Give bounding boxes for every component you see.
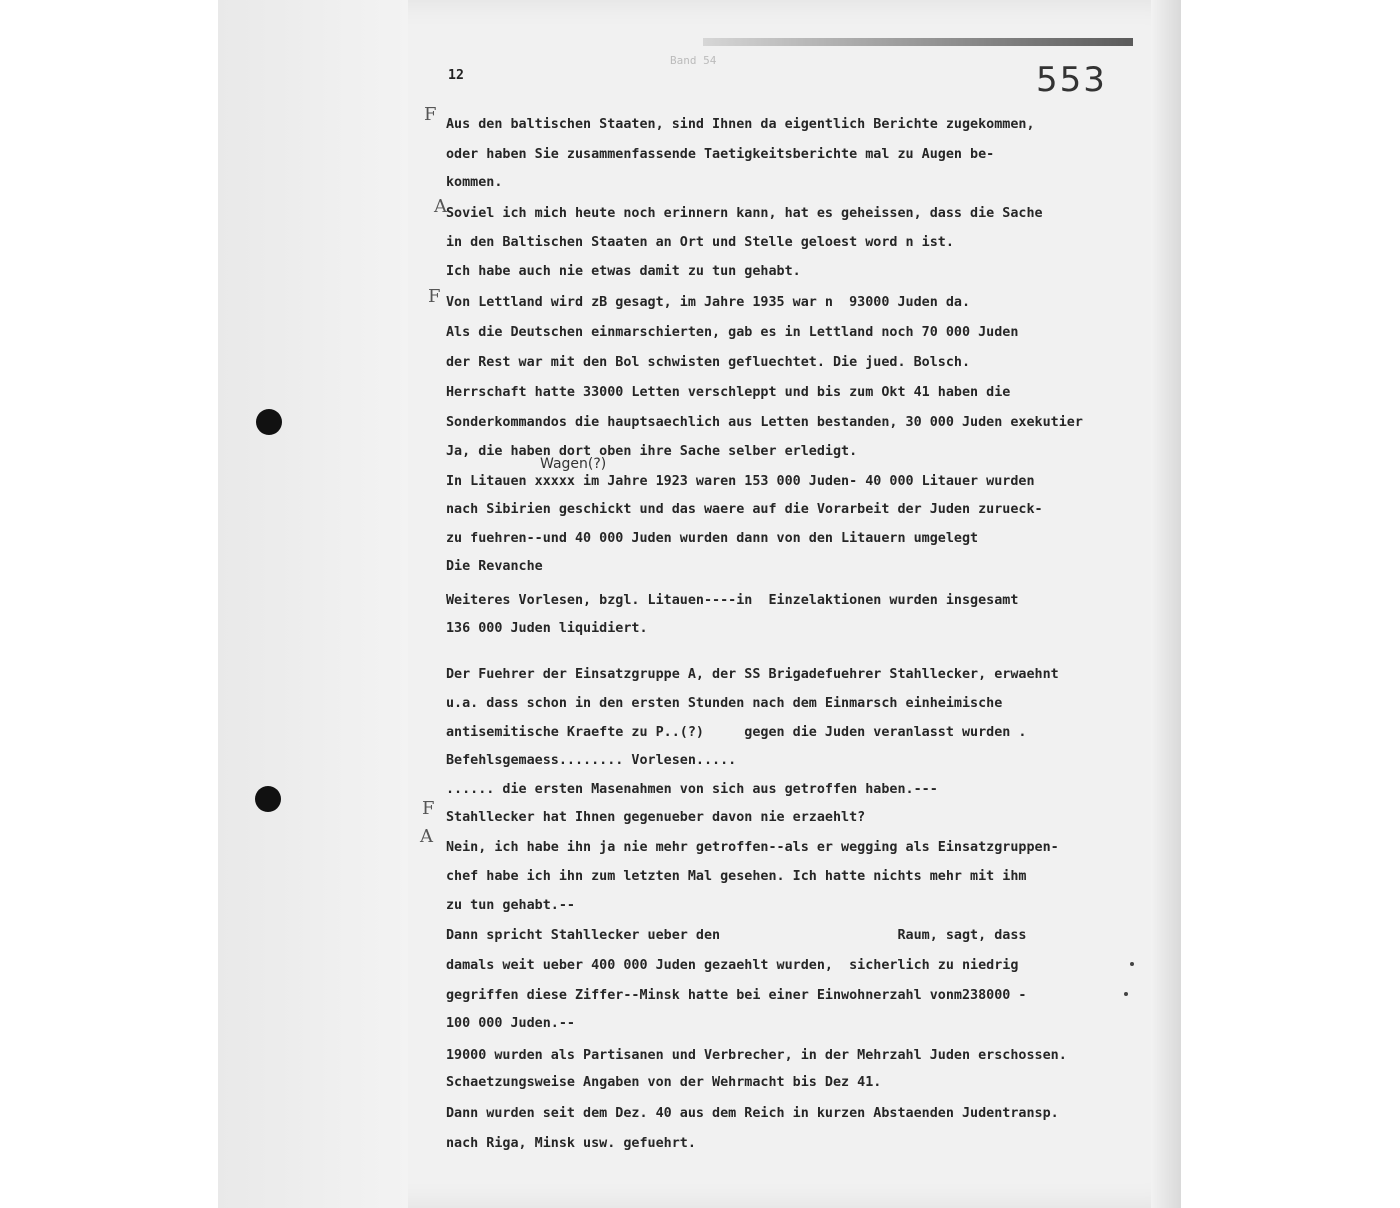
text-line: der Rest war mit den Bol schwisten gefluechtet. Die jued. Bolsch. xyxy=(446,355,971,370)
margin-mark-question: F xyxy=(428,286,441,307)
text-line: oder haben Sie zusammenfassende Taetigkeitsberichte mal zu Augen be- xyxy=(446,147,995,162)
text-line: gegriffen diese Ziffer--Minsk hatte bei einer Einwohnerzahl vonm238000 - xyxy=(446,988,1027,1003)
text-line: Als die Deutschen einmarschierten, gab es in Lettland noch 70 000 Juden xyxy=(446,325,1019,340)
text-line: 19000 wurden als Partisanen und Verbrecher, in der Mehrzahl Juden erschossen. xyxy=(446,1048,1067,1063)
margin-mark-answer: A xyxy=(434,196,447,217)
text-line: Stahllecker hat Ihnen gegenueber davon nie erzaehlt? xyxy=(446,810,866,825)
margin-mark-answer: A xyxy=(420,826,433,847)
text-line: kommen. xyxy=(446,175,503,190)
margin-mark-question: F xyxy=(422,798,435,819)
text-line: nach Sibirien geschickt und das waere auf die Vorarbeit der Juden zurueck- xyxy=(446,502,1043,517)
punch-hole-icon xyxy=(255,786,281,812)
text-line: damals weit ueber 400 000 Juden gezaehlt wurden, sicherlich zu niedrig xyxy=(446,958,1019,973)
text-line: Der Fuehrer der Einsatzgruppe A, der SS Brigadefuehrer Stahllecker, erwaehnt xyxy=(446,667,1059,682)
text-line: Ja, die haben dort oben ihre Sache selber erledigt. xyxy=(446,444,858,459)
text-line: Soviel ich mich heute noch erinnern kann, hat es geheissen, dass die Sache xyxy=(446,206,1043,221)
margin-mark-question: F xyxy=(424,104,437,125)
page-shading-left xyxy=(218,0,408,1208)
text-line: zu tun gehabt.-- xyxy=(446,898,575,913)
text-line: Schaetzungsweise Angaben von der Wehrmacht bis Dez 41. xyxy=(446,1075,882,1090)
text-line: Befehlsgemaess........ Vorlesen..... xyxy=(446,753,737,768)
handwritten-insert: Wagen(?) xyxy=(540,456,607,472)
text-line: Nein, ich habe ihn ja nie mehr getroffen--als er wegging als Einsatzgruppen- xyxy=(446,840,1059,855)
text-line: 100 000 Juden.-- xyxy=(446,1016,575,1031)
page-number: 12 xyxy=(448,68,464,83)
scan-edge-strip xyxy=(703,38,1133,46)
text-line: Die Revanche xyxy=(446,559,543,574)
text-line: Herrschaft hatte 33000 Letten verschleppt und bis zum Okt 41 haben die xyxy=(446,385,1011,400)
ink-speck xyxy=(1130,962,1134,966)
text-line: antisemitische Kraefte zu P..(?) gegen die Juden veranlasst wurden . xyxy=(446,725,1027,740)
text-line: nach Riga, Minsk usw. gefuehrt. xyxy=(446,1136,696,1151)
text-line: Dann wurden seit dem Dez. 40 aus dem Reich in kurzen Abstaenden Judentransp. xyxy=(446,1106,1059,1121)
text-line: Von Lettland wird zB gesagt, im Jahre 1935 war n 93000 Juden da. xyxy=(446,295,971,310)
text-line: in den Baltischen Staaten an Ort und Stelle geloest word n ist. xyxy=(446,235,954,250)
text-line: Ich habe auch nie etwas damit zu tun gehabt. xyxy=(446,264,801,279)
text-line: Sonderkommandos die hauptsaechlich aus Letten bestanden, 30 000 Juden exekutier xyxy=(446,415,1083,430)
archive-stamp: Band 54 xyxy=(670,54,717,67)
text-line: Weiteres Vorlesen, bzgl. Litauen----in Einzelaktionen wurden insgesamt xyxy=(446,593,1019,608)
text-line: Aus den baltischen Staaten, sind Ihnen da eigentlich Berichte zugekommen, xyxy=(446,117,1035,132)
text-line: zu fuehren--und 40 000 Juden wurden dann von den Litauern umgelegt xyxy=(446,531,979,546)
folio-number: 553 xyxy=(1036,60,1107,100)
document-page xyxy=(218,0,1181,1208)
page-shading-right xyxy=(1151,0,1181,1208)
text-line: chef habe ich ihn zum letzten Mal gesehen. Ich hatte nichts mehr mit ihm xyxy=(446,869,1027,884)
text-line: 136 000 Juden liquidiert. xyxy=(446,621,648,636)
text-line: u.a. dass schon in den ersten Stunden nach dem Einmarsch einheimische xyxy=(446,696,1003,711)
text-line: ...... die ersten Masenahmen von sich aus getroffen haben.--- xyxy=(446,782,938,797)
text-line: In Litauen xxxxx im Jahre 1923 waren 153 000 Juden- 40 000 Litauer wurden xyxy=(446,474,1035,489)
ink-speck xyxy=(1124,992,1128,996)
text-line: Dann spricht Stahllecker ueber den Raum, sagt, dass xyxy=(446,928,1027,943)
punch-hole-icon xyxy=(256,409,282,435)
